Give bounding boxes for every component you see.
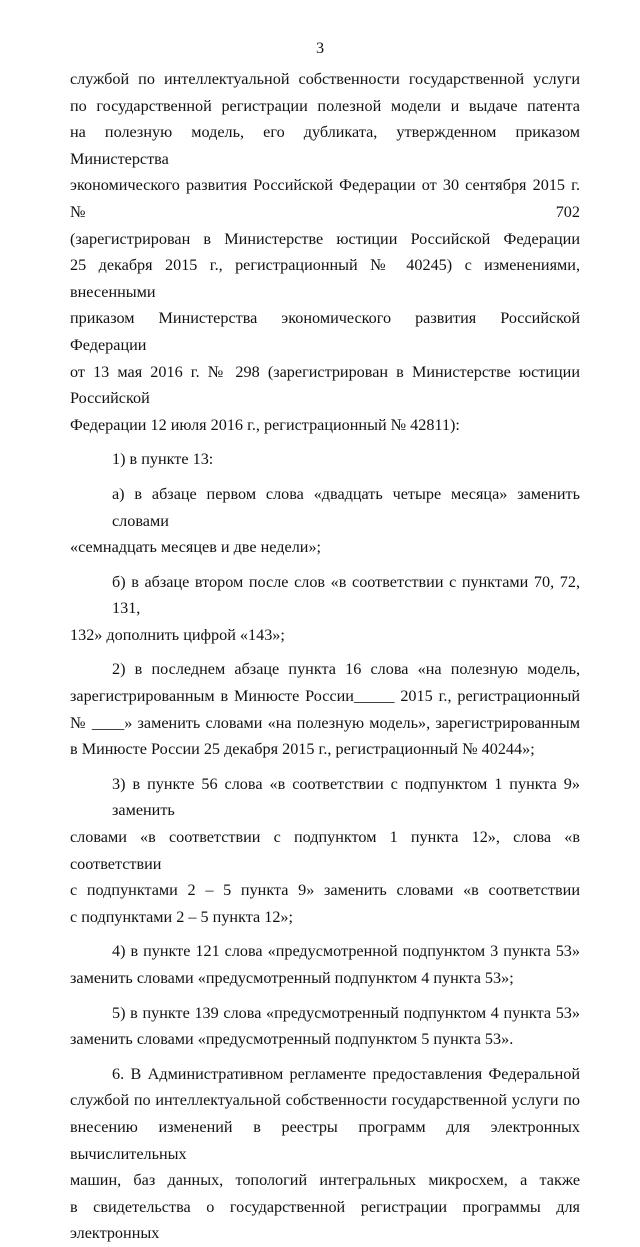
item-6 xyxy=(70,1061,580,1247)
item-1-text: 1) в пункте 13: xyxy=(112,450,214,469)
document-body xyxy=(70,66,580,1247)
intro-line: от 13 мая 2016 г. № 298 (зарегистрирован в Министерстве юстиции Российской xyxy=(70,362,580,408)
item-5 xyxy=(70,1000,580,1053)
item-2-line: в Минюсте России 25 декабря 2015 г., регистрационный № 40244»; xyxy=(70,740,535,759)
intro-line: по государственной регистрации полезной модели и выдаче патента xyxy=(70,96,580,115)
item-3-line: с подпунктами 2 – 5 пункта 12»; xyxy=(70,907,294,926)
item-5-line: 5) в пункте 139 слова «предусмотренный подпунктом 4 пункта 53» xyxy=(112,1003,580,1022)
item-3-line: 3) в пункте 56 слова «в соответствии с подпунктом 1 пункта 9» заменить xyxy=(112,774,580,820)
intro-paragraph xyxy=(70,66,580,438)
item-2-line: № ____» заменить словами «на полезную модель», зарегистрированным xyxy=(70,713,580,732)
item-2 xyxy=(70,656,580,762)
item-6-line: 6. В Административном регламенте предоставления Федеральной xyxy=(112,1064,580,1083)
item-2-line: 2) в последнем абзаце пункта 16 слова «на полезную модель, xyxy=(112,660,580,679)
item-6-line: службой по интеллектуальной собственности государственной услуги по xyxy=(70,1091,580,1110)
item-6-line: в свидетельства о государственной регистрации программы для электронных xyxy=(70,1197,580,1243)
page-number: 3 xyxy=(315,39,325,57)
intro-line: Федерации 12 июля 2016 г., регистрационный № 42811): xyxy=(70,415,460,434)
item-1b xyxy=(70,569,580,649)
item-3-line: словами «в соответствии с подпунктом 1 пункта 12», слова «в соответствии xyxy=(70,828,580,873)
item-4-line: 4) в пункте 121 слова «предусмотренной подпунктом 3 пункта 53» xyxy=(112,942,580,961)
intro-line: (зарегистрирован в Министерстве юстиции Российской Федерации xyxy=(70,229,580,248)
intro-line: на полезную модель, его дубликата, утвержденном приказом Министерства xyxy=(70,123,580,168)
item-6-line: внесению изменений в реестры программ для электронных вычислительных xyxy=(70,1117,580,1163)
item-4-line: заменить словами «предусмотренный подпунктом 4 пункта 53»; xyxy=(70,969,514,987)
item-1a xyxy=(70,481,580,561)
item-6-line: машин, баз данных, топологий интегральных микросхем, а также xyxy=(70,1171,580,1190)
item-4 xyxy=(70,938,580,991)
item-1 xyxy=(70,446,580,473)
intro-line: 25 декабря 2015 г., регистрационный № 40245) с изменениями, внесенными xyxy=(70,256,580,301)
item-5-line: заменить словами «предусмотренный подпунктом 5 пункта 53». xyxy=(70,1030,514,1049)
item-3-line: с подпунктами 2 – 5 пункта 9» заменить словами «в соответствии xyxy=(70,881,580,900)
item-3 xyxy=(70,771,580,931)
intro-line: приказом Министерства экономического развития Российской Федерации xyxy=(70,309,580,354)
item-1a-line: а) в абзаце первом слова «двадцать четыре месяца» заменить словами xyxy=(112,484,580,530)
item-1a-line: «семнадцать месяцев и две недели»; xyxy=(70,538,322,557)
item-1b-line: б) в абзаце втором после слов «в соответствии с пунктами 70, 72, 131, xyxy=(112,572,580,618)
item-2-line: зарегистрированным в Минюсте России_____ 2015 г., регистрационный xyxy=(70,687,580,706)
intro-line: службой по интеллектуальной собственности государственной услуги xyxy=(70,70,580,88)
intro-line: экономического развития Российской Федерации от 30 сентября 2015 г. № 702 xyxy=(70,176,580,221)
item-1b-line: 132» дополнить цифрой «143»; xyxy=(70,625,285,644)
